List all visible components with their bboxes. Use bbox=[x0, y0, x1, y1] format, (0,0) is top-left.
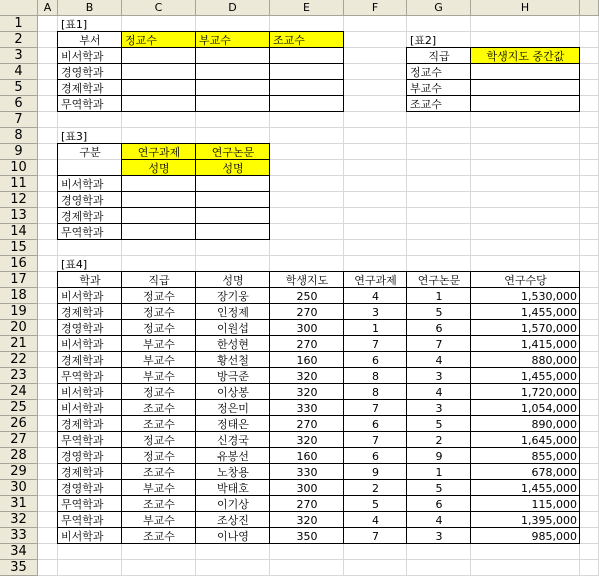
table4-cell-name[interactable]: 이원섭 bbox=[217, 322, 249, 335]
table4-cell-projects[interactable]: 6 bbox=[372, 449, 379, 463]
table-border bbox=[406, 271, 407, 544]
table2-rank-cell[interactable]: 정교수 bbox=[410, 66, 442, 79]
table4-cell-papers[interactable]: 2 bbox=[435, 433, 443, 447]
table4-cell-name[interactable]: 정은미 bbox=[217, 402, 249, 415]
table4-cell-projects[interactable]: 7 bbox=[372, 433, 379, 447]
table3-dept-cell[interactable]: 무역학과 bbox=[61, 226, 104, 239]
table4-cell-papers[interactable]: 5 bbox=[435, 417, 443, 431]
row-header-19[interactable]: 19 bbox=[0, 304, 38, 320]
table4-cell-rank[interactable]: 정교수 bbox=[143, 450, 175, 463]
table-border bbox=[406, 95, 580, 96]
row-header-32[interactable]: 32 bbox=[0, 512, 38, 528]
gridline-h bbox=[38, 255, 599, 256]
row-header-8[interactable]: 8 bbox=[0, 128, 38, 144]
table3-header-paper[interactable]: 연구논문 bbox=[211, 146, 255, 159]
table1-header-asst-prof[interactable]: 조교수 bbox=[273, 34, 305, 47]
table4-cell-name[interactable]: 방극준 bbox=[217, 370, 249, 383]
table-border bbox=[57, 143, 270, 144]
table-border bbox=[195, 31, 196, 112]
row-header-10[interactable]: 10 bbox=[0, 160, 38, 176]
table4-title[interactable]: [표4] bbox=[61, 258, 88, 271]
table4-cell-name[interactable]: 신경국 bbox=[217, 434, 249, 447]
table4-cell-rank[interactable]: 조교수 bbox=[143, 530, 175, 543]
table4-cell-allowance[interactable]: 880,000 bbox=[531, 353, 577, 367]
table4-cell-papers[interactable]: 9 bbox=[435, 449, 443, 463]
table-border bbox=[57, 95, 344, 96]
table4-cell-advising[interactable]: 160 bbox=[296, 449, 318, 463]
table4-cell-advising[interactable]: 300 bbox=[296, 481, 318, 495]
row-header-15[interactable]: 15 bbox=[0, 240, 38, 256]
row-header-25[interactable]: 25 bbox=[0, 400, 38, 416]
table4-cell-allowance[interactable]: 1,415,000 bbox=[521, 337, 577, 351]
table-border bbox=[57, 319, 580, 320]
row-header-17[interactable]: 17 bbox=[0, 272, 38, 288]
table4-cell-rank[interactable]: 조교수 bbox=[143, 498, 175, 511]
column-header-a[interactable]: A bbox=[38, 0, 58, 16]
table3-header-gubun[interactable]: 구분 bbox=[79, 146, 101, 159]
table4-cell-projects[interactable]: 8 bbox=[372, 369, 379, 383]
table-border bbox=[57, 399, 580, 400]
table-border bbox=[57, 63, 344, 64]
table-border bbox=[406, 79, 580, 80]
table4-cell-projects[interactable]: 6 bbox=[372, 353, 379, 367]
table4-header-projects[interactable]: 연구과제 bbox=[354, 274, 397, 287]
table4-cell-dept[interactable]: 경제학과 bbox=[61, 306, 104, 319]
table-border bbox=[57, 79, 344, 80]
table4-cell-name[interactable]: 박태호 bbox=[217, 482, 249, 495]
table4-cell-advising[interactable]: 320 bbox=[296, 513, 318, 527]
table4-cell-dept[interactable]: 비서학과 bbox=[61, 402, 104, 415]
table4-cell-advising[interactable]: 270 bbox=[296, 497, 318, 511]
row-header-30[interactable]: 30 bbox=[0, 480, 38, 496]
table4-cell-dept[interactable]: 경영학과 bbox=[61, 322, 104, 335]
table-border bbox=[269, 271, 270, 544]
table4-cell-papers[interactable]: 4 bbox=[435, 513, 443, 527]
table4-cell-dept[interactable]: 비서학과 bbox=[61, 386, 104, 399]
table1-dept-cell[interactable]: 경영학과 bbox=[61, 66, 104, 79]
table-border bbox=[57, 207, 270, 208]
table4-cell-rank[interactable]: 부교수 bbox=[143, 354, 175, 367]
table4-cell-papers[interactable]: 3 bbox=[435, 401, 443, 415]
table-border bbox=[343, 31, 344, 112]
row-header-31[interactable]: 31 bbox=[0, 496, 38, 512]
table4-header-name[interactable]: 성명 bbox=[222, 274, 244, 287]
table2-rank-cell[interactable]: 조교수 bbox=[410, 98, 442, 111]
table3-header-project[interactable]: 연구과제 bbox=[137, 146, 181, 159]
row-header-1[interactable]: 1 bbox=[0, 16, 38, 32]
table1-header-full-prof[interactable]: 정교수 bbox=[125, 34, 157, 47]
table4-cell-papers[interactable]: 5 bbox=[435, 481, 443, 495]
gridline-h bbox=[38, 575, 599, 576]
table-border bbox=[121, 159, 270, 160]
table4-cell-name[interactable]: 이상봉 bbox=[217, 386, 249, 399]
table4-cell-papers[interactable]: 1 bbox=[435, 289, 443, 303]
table-border bbox=[57, 447, 580, 448]
table-border bbox=[57, 479, 580, 480]
select-all-corner[interactable] bbox=[0, 0, 38, 16]
table4-cell-papers[interactable]: 4 bbox=[435, 353, 443, 367]
column-header-blank bbox=[580, 0, 599, 16]
table4-cell-advising[interactable]: 330 bbox=[296, 465, 318, 479]
table4-cell-projects[interactable]: 3 bbox=[372, 305, 379, 319]
table-border bbox=[57, 239, 270, 240]
row-header-27[interactable]: 27 bbox=[0, 432, 38, 448]
table-border bbox=[57, 191, 270, 192]
table1-dept-cell[interactable]: 경제학과 bbox=[61, 82, 104, 95]
table4-cell-allowance[interactable]: 1,720,000 bbox=[521, 385, 577, 399]
table3-header-project-name[interactable]: 성명 bbox=[148, 162, 170, 175]
table4-cell-name[interactable]: 인정제 bbox=[217, 306, 249, 319]
table4-cell-projects[interactable]: 8 bbox=[372, 385, 379, 399]
table4-cell-advising[interactable]: 320 bbox=[296, 433, 318, 447]
table3-dept-cell[interactable]: 경영학과 bbox=[61, 194, 104, 207]
table4-cell-name[interactable]: 장기웅 bbox=[217, 290, 249, 303]
table4-cell-advising[interactable]: 270 bbox=[296, 305, 318, 319]
table-border bbox=[57, 47, 344, 48]
table-border bbox=[57, 111, 344, 112]
table4-cell-papers[interactable]: 3 bbox=[435, 369, 443, 383]
table2-rank-cell[interactable]: 부교수 bbox=[410, 82, 442, 95]
column-header-c[interactable]: C bbox=[122, 0, 196, 16]
row-header-14[interactable]: 14 bbox=[0, 224, 38, 240]
table4-cell-papers[interactable]: 4 bbox=[435, 385, 443, 399]
table-border bbox=[57, 511, 580, 512]
table-border bbox=[343, 271, 344, 544]
table4-cell-dept[interactable]: 비서학과 bbox=[61, 530, 104, 543]
table4-cell-dept[interactable]: 경제학과 bbox=[61, 466, 104, 479]
table4-cell-rank[interactable]: 부교수 bbox=[143, 338, 175, 351]
table4-cell-allowance[interactable]: 1,455,000 bbox=[521, 305, 577, 319]
table4-header-rank[interactable]: 직급 bbox=[148, 274, 170, 287]
row-header-23[interactable]: 23 bbox=[0, 368, 38, 384]
row-header-13[interactable]: 13 bbox=[0, 208, 38, 224]
table4-cell-rank[interactable]: 부교수 bbox=[143, 370, 175, 383]
table4-cell-rank[interactable]: 조교수 bbox=[143, 466, 175, 479]
table4-header-papers[interactable]: 연구논문 bbox=[417, 274, 461, 287]
table4-cell-projects[interactable]: 4 bbox=[372, 513, 379, 527]
table4-cell-rank[interactable]: 정교수 bbox=[143, 322, 175, 335]
table2-header-median[interactable]: 학생지도 중간값 bbox=[486, 50, 565, 63]
table-border bbox=[57, 415, 580, 416]
table-border bbox=[121, 31, 122, 112]
table1-header-dept[interactable]: 부서 bbox=[79, 34, 101, 47]
table4-header-dept[interactable]: 학과 bbox=[79, 274, 101, 287]
table4-cell-allowance[interactable]: 1,570,000 bbox=[521, 321, 577, 335]
row-header-12[interactable]: 12 bbox=[0, 192, 38, 208]
table3-header-paper-name[interactable]: 성명 bbox=[222, 162, 244, 175]
table1-dept-cell[interactable]: 무역학과 bbox=[61, 98, 104, 111]
table4-cell-allowance[interactable]: 678,000 bbox=[531, 465, 577, 479]
table4-cell-papers[interactable]: 7 bbox=[435, 337, 443, 351]
row-header-20[interactable]: 20 bbox=[0, 320, 38, 336]
table4-cell-dept[interactable]: 무역학과 bbox=[61, 498, 104, 511]
column-header-b[interactable]: B bbox=[58, 0, 122, 16]
table4-cell-advising[interactable]: 270 bbox=[296, 337, 318, 351]
table4-cell-projects[interactable]: 4 bbox=[372, 289, 379, 303]
table2-header-rank[interactable]: 직급 bbox=[428, 50, 450, 63]
table4-cell-allowance[interactable]: 1,395,000 bbox=[521, 513, 577, 527]
table4-cell-advising[interactable]: 320 bbox=[296, 385, 318, 399]
table4-cell-name[interactable]: 정태은 bbox=[217, 418, 249, 431]
table4-cell-advising[interactable]: 270 bbox=[296, 417, 318, 431]
table4-cell-name[interactable]: 조상진 bbox=[217, 514, 249, 527]
table4-cell-projects[interactable]: 2 bbox=[372, 481, 379, 495]
table4-cell-allowance[interactable]: 1,054,000 bbox=[521, 401, 577, 415]
table4-cell-name[interactable]: 노창용 bbox=[217, 466, 249, 479]
table4-cell-rank[interactable]: 조교수 bbox=[143, 402, 175, 415]
row-header-22[interactable]: 22 bbox=[0, 352, 38, 368]
table4-cell-name[interactable]: 한성현 bbox=[217, 338, 249, 351]
row-header-21[interactable]: 21 bbox=[0, 336, 38, 352]
row-header-33[interactable]: 33 bbox=[0, 528, 38, 544]
table4-cell-allowance[interactable]: 1,530,000 bbox=[521, 289, 577, 303]
table4-cell-papers[interactable]: 6 bbox=[435, 497, 443, 511]
table-border bbox=[57, 351, 580, 352]
table4-cell-name[interactable]: 이기상 bbox=[217, 498, 249, 511]
table-border bbox=[57, 463, 580, 464]
table-border bbox=[470, 271, 471, 544]
table4-cell-projects[interactable]: 7 bbox=[372, 401, 379, 415]
table3-dept-cell[interactable]: 경제학과 bbox=[61, 210, 104, 223]
table-border bbox=[406, 63, 580, 64]
table-border bbox=[269, 31, 270, 112]
table1-title[interactable]: [표1] bbox=[61, 18, 88, 31]
table4-cell-rank[interactable]: 부교수 bbox=[143, 514, 175, 527]
table4-cell-advising[interactable]: 330 bbox=[296, 401, 318, 415]
table2-title[interactable]: [표2] bbox=[410, 34, 437, 47]
table4-cell-allowance[interactable]: 1,455,000 bbox=[521, 481, 577, 495]
table4-cell-dept[interactable]: 비서학과 bbox=[61, 290, 104, 303]
table4-cell-papers[interactable]: 6 bbox=[435, 321, 443, 335]
table4-cell-dept[interactable]: 비서학과 bbox=[61, 338, 104, 351]
table4-cell-name[interactable]: 이나영 bbox=[217, 530, 249, 543]
table4-cell-dept[interactable]: 경영학과 bbox=[61, 450, 104, 463]
table4-cell-rank[interactable]: 정교수 bbox=[143, 290, 175, 303]
column-header-e[interactable]: E bbox=[270, 0, 344, 16]
table4-cell-advising[interactable]: 350 bbox=[296, 529, 318, 543]
row-header-34[interactable]: 34 bbox=[0, 544, 38, 560]
column-header-f[interactable]: F bbox=[344, 0, 407, 16]
table4-cell-rank[interactable]: 정교수 bbox=[143, 434, 175, 447]
table4-cell-projects[interactable]: 7 bbox=[372, 529, 379, 543]
table4-cell-projects[interactable]: 1 bbox=[372, 321, 379, 335]
table4-cell-allowance[interactable]: 1,455,000 bbox=[521, 369, 577, 383]
table-border bbox=[406, 47, 580, 48]
row-header-6[interactable]: 6 bbox=[0, 96, 38, 112]
table4-cell-dept[interactable]: 경제학과 bbox=[61, 354, 104, 367]
table-border bbox=[57, 31, 58, 112]
row-header-29[interactable]: 29 bbox=[0, 464, 38, 480]
table-border bbox=[57, 223, 270, 224]
row-header-4[interactable]: 4 bbox=[0, 64, 38, 80]
row-header-2[interactable]: 2 bbox=[0, 32, 38, 48]
table-border bbox=[57, 175, 270, 176]
table-border bbox=[57, 543, 580, 544]
row-header-11[interactable]: 11 bbox=[0, 176, 38, 192]
table1-dept-cell[interactable]: 비서학과 bbox=[61, 50, 104, 63]
table4-cell-name[interactable]: 황선철 bbox=[217, 354, 249, 367]
row-header-16[interactable]: 16 bbox=[0, 256, 38, 272]
table4-cell-allowance[interactable]: 985,000 bbox=[531, 529, 577, 543]
row-header-24[interactable]: 24 bbox=[0, 384, 38, 400]
row-header-5[interactable]: 5 bbox=[0, 80, 38, 96]
table4-cell-rank[interactable]: 정교수 bbox=[143, 386, 175, 399]
table-border bbox=[195, 271, 196, 544]
table-border bbox=[57, 527, 580, 528]
table-border bbox=[57, 31, 344, 32]
table4-cell-dept[interactable]: 무역학과 bbox=[61, 514, 104, 527]
table-border bbox=[57, 303, 580, 304]
table-border bbox=[579, 271, 580, 544]
gridline-h bbox=[38, 559, 599, 560]
table-border bbox=[57, 335, 580, 336]
row-header-7[interactable]: 7 bbox=[0, 112, 38, 128]
table4-cell-projects[interactable]: 9 bbox=[372, 465, 379, 479]
table4-header-advising[interactable]: 학생지도 bbox=[285, 274, 329, 287]
table4-cell-projects[interactable]: 5 bbox=[372, 497, 379, 511]
row-header-9[interactable]: 9 bbox=[0, 144, 38, 160]
table3-title[interactable]: [표3] bbox=[61, 130, 88, 143]
table4-cell-papers[interactable]: 3 bbox=[435, 529, 443, 543]
table4-cell-dept[interactable]: 무역학과 bbox=[61, 370, 104, 383]
row-header-28[interactable]: 28 bbox=[0, 448, 38, 464]
column-header-d[interactable]: D bbox=[196, 0, 270, 16]
table4-cell-dept[interactable]: 경제학과 bbox=[61, 418, 104, 431]
row-header-35[interactable]: 35 bbox=[0, 560, 38, 576]
table4-cell-papers[interactable]: 1 bbox=[435, 465, 443, 479]
table-border bbox=[57, 271, 58, 544]
table4-cell-advising[interactable]: 320 bbox=[296, 369, 318, 383]
table4-cell-advising[interactable]: 250 bbox=[296, 289, 318, 303]
table4-cell-rank[interactable]: 정교수 bbox=[143, 306, 175, 319]
column-header-h[interactable]: H bbox=[471, 0, 580, 16]
table-border bbox=[121, 271, 122, 544]
row-header-26[interactable]: 26 bbox=[0, 416, 38, 432]
table-border bbox=[57, 383, 580, 384]
row-header-3[interactable]: 3 bbox=[0, 48, 38, 64]
table4-cell-rank[interactable]: 조교수 bbox=[143, 418, 175, 431]
table4-cell-projects[interactable]: 7 bbox=[372, 337, 379, 351]
table4-header-allowance[interactable]: 연구수당 bbox=[504, 274, 547, 287]
table4-cell-rank[interactable]: 부교수 bbox=[143, 482, 175, 495]
table-border bbox=[57, 367, 580, 368]
table-border bbox=[57, 271, 580, 272]
table4-cell-advising[interactable]: 300 bbox=[296, 321, 318, 335]
table4-cell-dept[interactable]: 무역학과 bbox=[61, 434, 104, 447]
table4-cell-allowance[interactable]: 855,000 bbox=[531, 449, 577, 463]
table4-cell-allowance[interactable]: 1,645,000 bbox=[521, 433, 577, 447]
table4-cell-name[interactable]: 유봉선 bbox=[217, 450, 249, 463]
table4-cell-advising[interactable]: 160 bbox=[296, 353, 318, 367]
row-header-18[interactable]: 18 bbox=[0, 288, 38, 304]
table4-cell-papers[interactable]: 5 bbox=[435, 305, 443, 319]
table1-header-assoc-prof[interactable]: 부교수 bbox=[199, 34, 231, 47]
column-header-g[interactable]: G bbox=[407, 0, 471, 16]
table-border bbox=[57, 287, 580, 288]
table4-cell-projects[interactable]: 6 bbox=[372, 417, 379, 431]
table4-cell-allowance[interactable]: 890,000 bbox=[531, 417, 577, 431]
table4-cell-dept[interactable]: 경영학과 bbox=[61, 482, 104, 495]
table4-cell-allowance[interactable]: 115,000 bbox=[531, 497, 577, 511]
table-border bbox=[406, 111, 580, 112]
table-border bbox=[57, 431, 580, 432]
table3-dept-cell[interactable]: 비서학과 bbox=[61, 178, 104, 191]
gridline-h bbox=[38, 127, 599, 128]
table-border bbox=[57, 495, 580, 496]
